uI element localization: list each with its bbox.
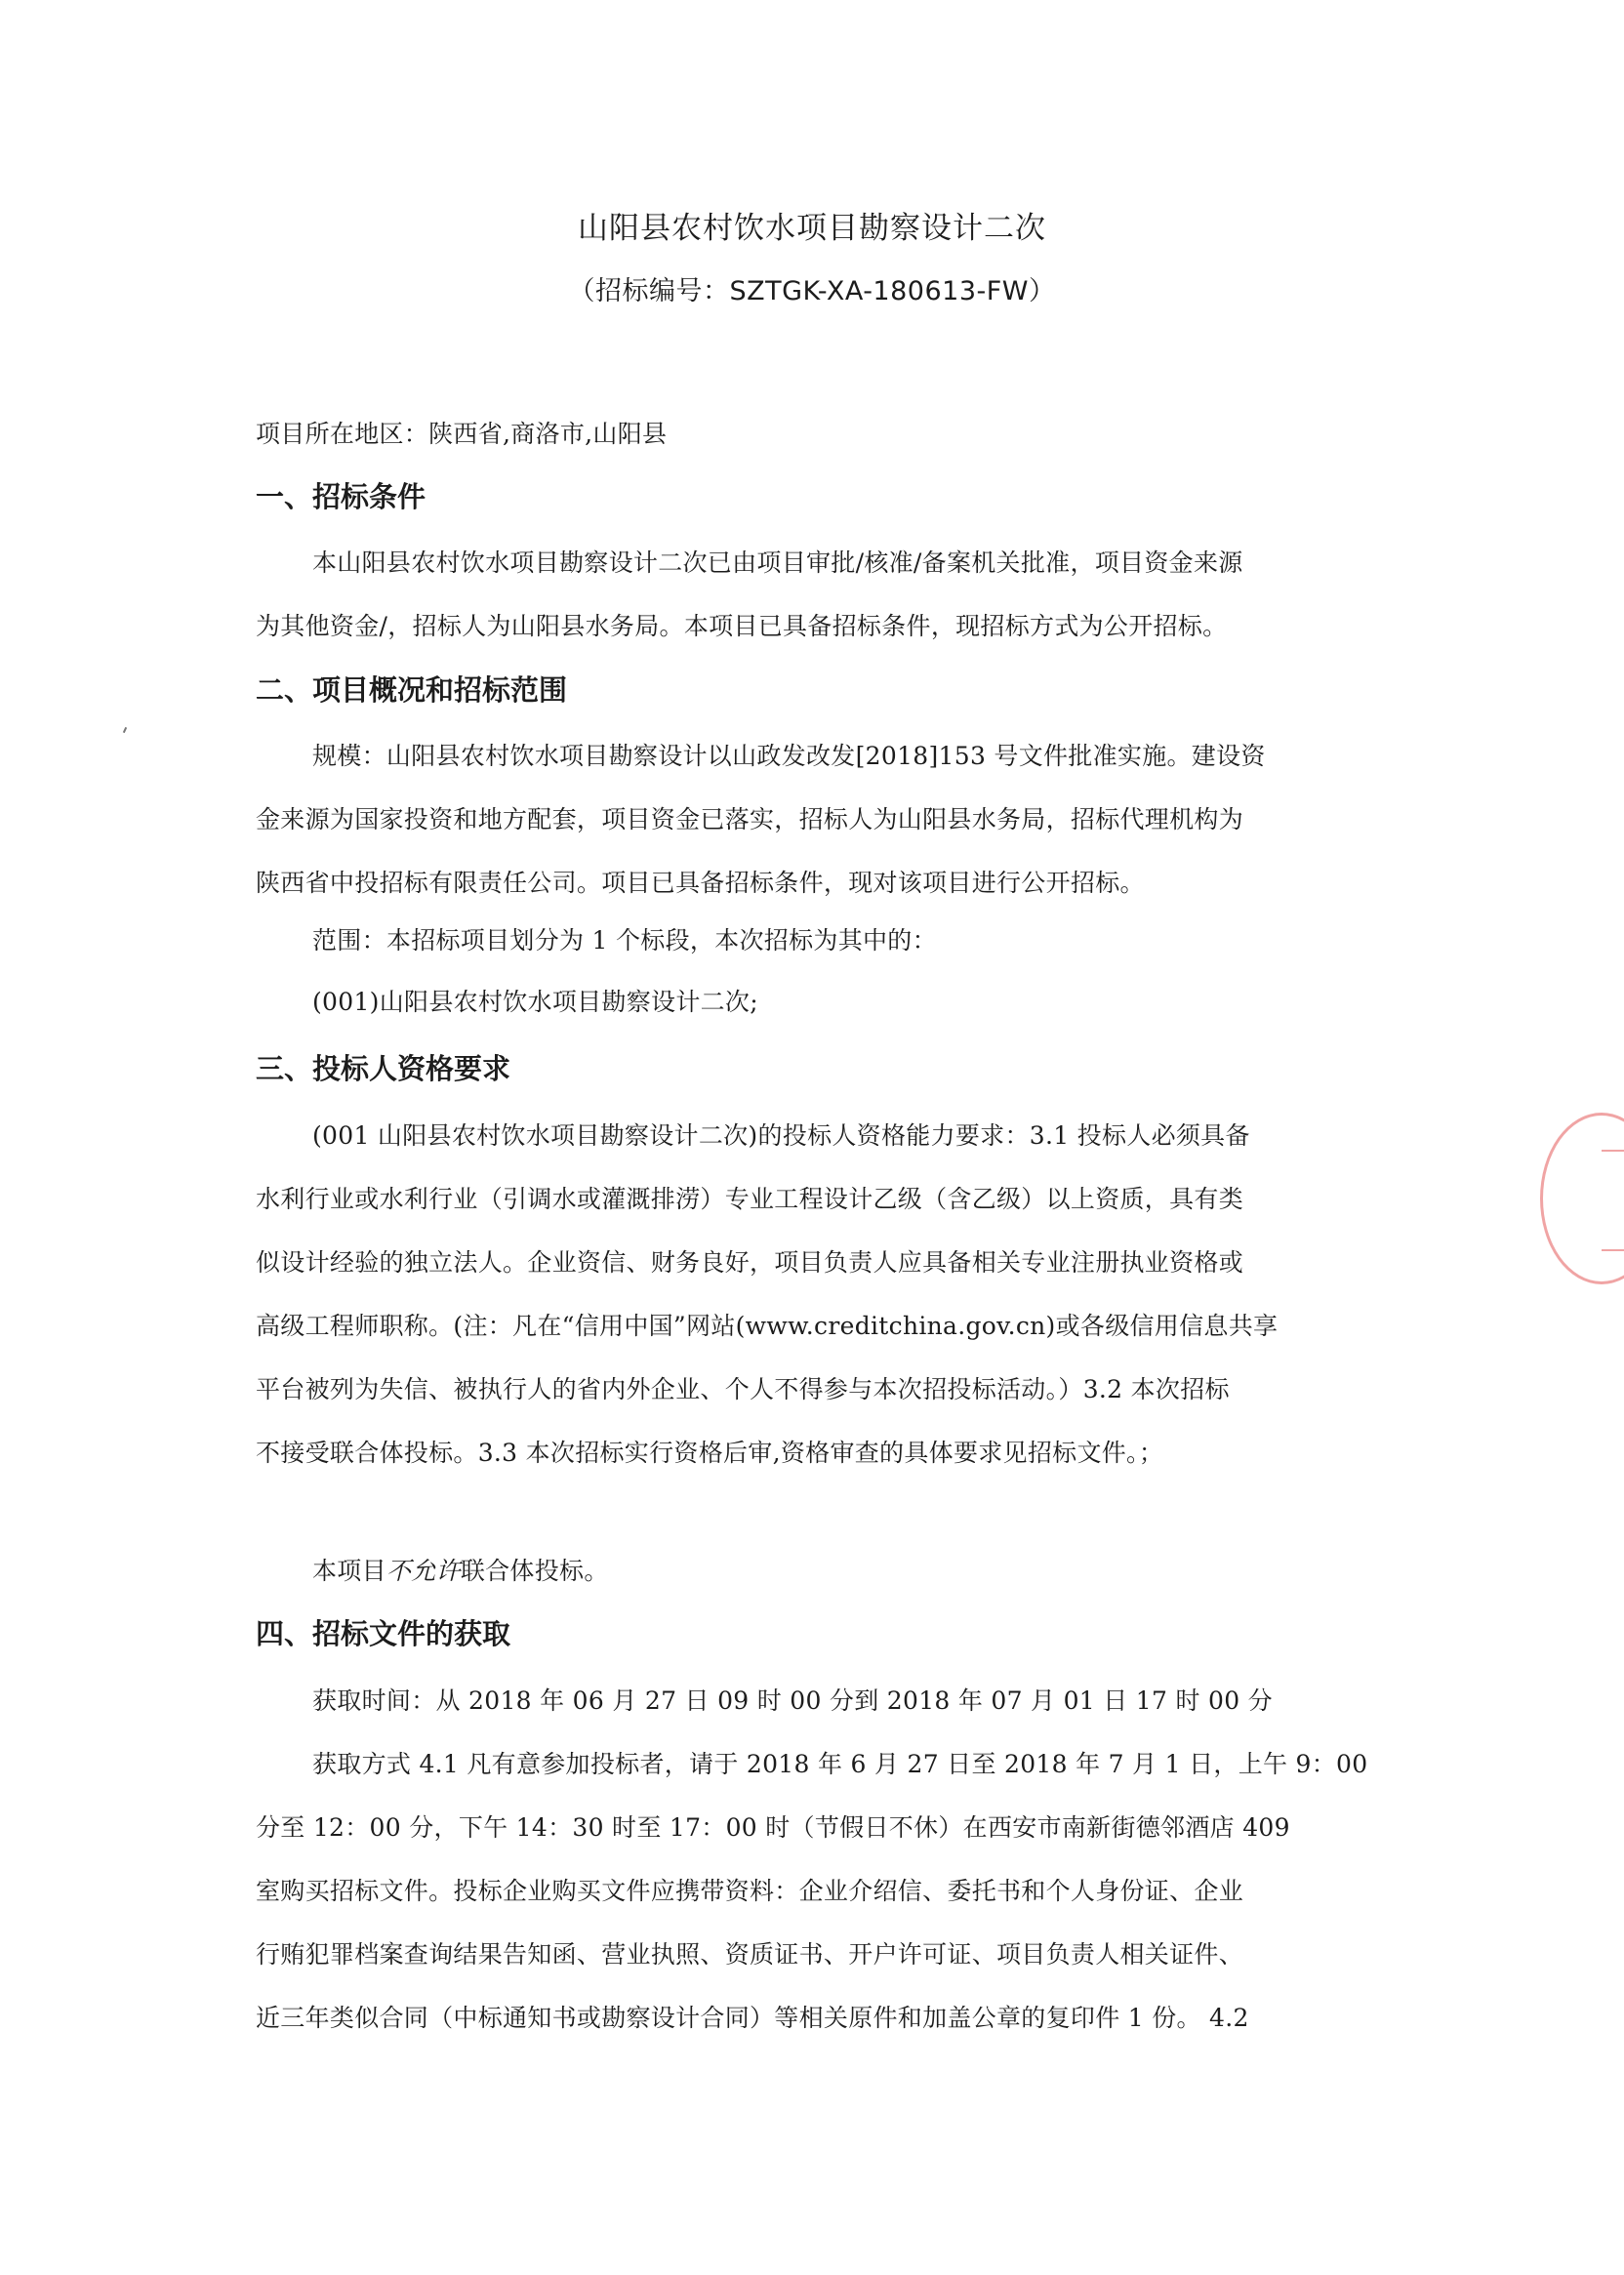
paragraph-line: 近三年类似合同（中标通知书或勘察设计合同）等相关原件和加盖公章的复印件 1 份。 4.2 (256, 2004, 1249, 2032)
section-heading-4: 四、招标文件的获取 (256, 1617, 511, 1650)
paragraph-line: 行贿犯罪档案查询结果告知函、营业执照、资质证书、开户许可证、项目负责人相关证件、 (256, 1940, 1244, 1969)
seal-inner-mark (1602, 1150, 1624, 1251)
project-location: 项目所在地区：陕西省,商洛市,山阳县 (256, 420, 668, 448)
scan-speck (123, 727, 127, 733)
paragraph-line (312, 1555, 1378, 1588)
section-heading-1: 一、招标条件 (256, 480, 426, 513)
paragraph-line: (001 山阳县农村饮水项目勘察设计二次)的投标人资格能力要求：3.1 投标人必须具备 (312, 1121, 1250, 1150)
paragraph-line: 水利行业或水利行业（引调水或灌溉排涝）专业工程设计乙级（含乙级）以上资质，具有类 (256, 1185, 1244, 1213)
document-title: 山阳县农村饮水项目勘察设计二次 (578, 211, 1046, 246)
paragraph-line: (001)山阳县农村饮水项目勘察设计二次; (312, 988, 758, 1016)
paragraph-line: 室购买招标文件。投标企业购买文件应携带资料：企业介绍信、委托书和个人身份证、企业 (256, 1877, 1244, 1905)
paragraph-line: 金来源为国家投资和地方配套，项目资金已落实，招标人为山阳县水务局，招标代理机构为 (256, 805, 1244, 833)
red-seal-stamp (1540, 1113, 1624, 1284)
paragraph-line: 获取方式 4.1 凡有意参加投标者，请于 2018 年 6 月 27 日至 2018 年 7 月 1 日，上午 9：00 (312, 1750, 1368, 1778)
tender-number: （招标编号：SZTGK-XA-180613-FW） (568, 276, 1056, 306)
paragraph-line: 似设计经验的独立法人。企业资信、财务良好，项目负责人应具备相关专业注册执业资格或 (256, 1248, 1244, 1277)
text-fragment: 本项目 (312, 1557, 386, 1585)
section-heading-2: 二、项目概况和招标范围 (256, 673, 568, 707)
emphasis-text: 不允许 (386, 1557, 461, 1585)
paragraph-line: 获取时间：从 2018 年 06 月 27 日 09 时 00 分到 2018 年 07 月 01 日 17 时 00 分 (312, 1686, 1273, 1715)
paragraph-line: 范围：本招标项目划分为 1 个标段，本次招标为其中的： (312, 926, 937, 955)
paragraph-line: 为其他资金/，招标人为山阳县水务局。本项目已具备招标条件，现招标方式为公开招标。 (256, 612, 1228, 640)
paragraph-line: 规模：山阳县农村饮水项目勘察设计以山政发改发[2018]153 号文件批准实施。建设资 (312, 742, 1266, 770)
paragraph-line: 本山阳县农村饮水项目勘察设计二次已由项目审批/核准/备案机关批准，项目资金来源 (312, 548, 1243, 577)
paragraph-line: 平台被列为失信、被执行人的省内外企业、个人不得参与本次招投标活动。）3.2 本次招标 (256, 1375, 1230, 1403)
paragraph-line: 高级工程师职称。(注：凡在“信用中国”网站(www.creditchina.gov.cn)或各级信用信息共享 (256, 1312, 1279, 1340)
paragraph-line: 不接受联合体投标。3.3 本次招标实行资格后审,资格审查的具体要求见招标文件。； (256, 1439, 1164, 1467)
section-heading-3: 三、投标人资格要求 (256, 1052, 511, 1085)
paragraph-line: 分至 12：00 分，下午 14：30 时至 17：00 时（节假日不休）在西安市南新街德邻酒店 409 (256, 1813, 1290, 1842)
text-fragment: 联合体投标。 (460, 1557, 609, 1585)
paragraph-line: 陕西省中投招标有限责任公司。项目已具备招标条件，现对该项目进行公开招标。 (256, 869, 1145, 897)
